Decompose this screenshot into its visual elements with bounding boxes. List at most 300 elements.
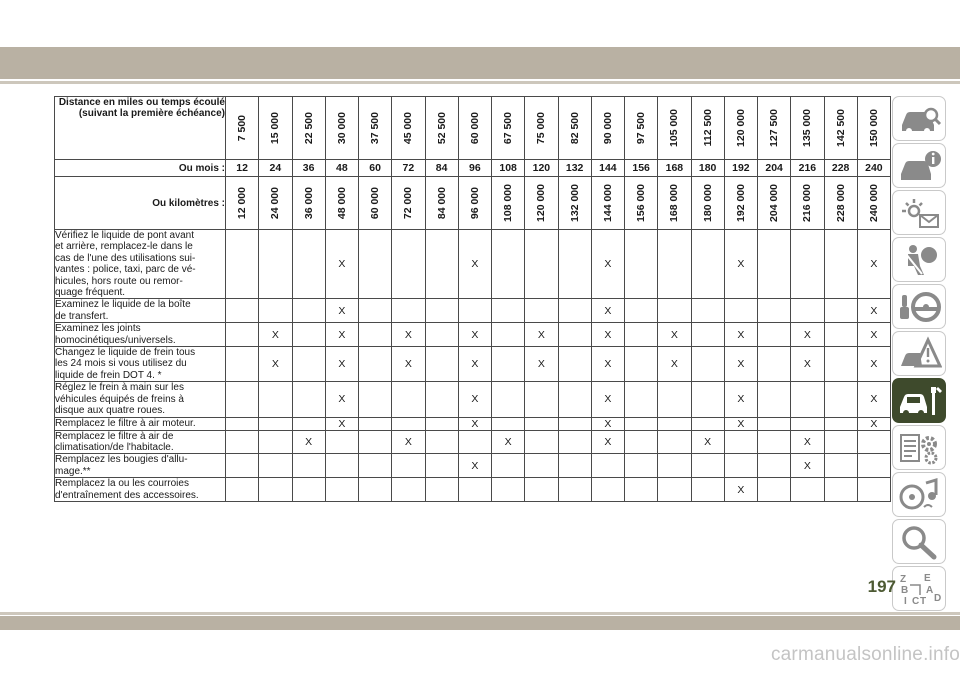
schedule-mark-cell: X: [724, 417, 757, 430]
schedule-mark-cell: [724, 454, 757, 478]
miles-value: 90 000: [601, 111, 614, 145]
schedule-mark-cell: [292, 382, 325, 417]
months-value: 192: [724, 160, 757, 177]
schedule-mark-cell: [359, 299, 392, 323]
schedule-mark-cell: [226, 299, 259, 323]
schedule-mark-cell: X: [791, 430, 824, 454]
schedule-mark-cell: [658, 454, 691, 478]
chapter-tab-4[interactable]: [892, 237, 946, 282]
schedule-mark-cell: [492, 230, 525, 299]
schedule-mark-cell: X: [724, 382, 757, 417]
schedule-mark-cell: [325, 430, 358, 454]
miles-column-header: [425, 97, 458, 160]
km-column-header: [658, 177, 691, 230]
schedule-mark-cell: [724, 430, 757, 454]
schedule-mark-cell: [857, 454, 890, 478]
schedule-mark-cell: [658, 478, 691, 502]
schedule-mark-cell: [492, 417, 525, 430]
maintenance-task-label: [55, 323, 226, 347]
schedule-mark-cell: [558, 230, 591, 299]
km-value: 120 000: [535, 184, 548, 222]
schedule-mark-cell: [758, 478, 791, 502]
schedule-mark-cell: [226, 430, 259, 454]
miles-value: 135 000: [801, 109, 814, 147]
km-value: 180 000: [701, 184, 714, 222]
schedule-mark-cell: [425, 347, 458, 382]
km-value: 144 000: [601, 184, 614, 222]
table-row: [55, 347, 891, 382]
months-value: 180: [691, 160, 724, 177]
task-text-line: Remplacez la ou les courroies: [55, 478, 189, 490]
schedule-mark-cell: [758, 430, 791, 454]
schedule-mark-cell: [458, 299, 491, 323]
km-value: 72 000: [402, 186, 415, 220]
schedule-mark-cell: [658, 230, 691, 299]
schedule-mark-cell: [558, 323, 591, 347]
top-decorative-band: [0, 47, 960, 79]
task-text-line: Réglez le frein à main sur les: [55, 382, 184, 394]
schedule-mark-cell: [691, 299, 724, 323]
schedule-mark-cell: X: [325, 323, 358, 347]
schedule-mark-cell: [625, 417, 658, 430]
maintenance-task-label: [55, 417, 226, 430]
maintenance-task-label: [55, 347, 226, 382]
months-value: 156: [625, 160, 658, 177]
schedule-mark-cell: [458, 430, 491, 454]
schedule-mark-cell: X: [724, 347, 757, 382]
schedule-mark-cell: X: [325, 347, 358, 382]
schedule-mark-cell: [226, 382, 259, 417]
miles-value: 7 500: [236, 114, 249, 142]
chapter-tab-1[interactable]: [892, 96, 946, 141]
table-row: [55, 230, 891, 299]
miles-column-header: [558, 97, 591, 160]
schedule-mark-cell: [425, 382, 458, 417]
schedule-mark-cell: [691, 417, 724, 430]
task-text-line: Remplacez les bougies d'allu-: [55, 454, 188, 466]
schedule-mark-cell: [824, 323, 857, 347]
schedule-mark-cell: [758, 382, 791, 417]
schedule-mark-cell: [226, 454, 259, 478]
months-value: 108: [492, 160, 525, 177]
miles-column-header: [259, 97, 292, 160]
schedule-mark-cell: X: [691, 430, 724, 454]
km-value: 192 000: [734, 184, 747, 222]
schedule-mark-cell: [392, 478, 425, 502]
schedule-mark-cell: [259, 430, 292, 454]
chapter-tab-7[interactable]: [892, 378, 946, 423]
schedule-mark-cell: [558, 430, 591, 454]
schedule-mark-cell: [591, 454, 624, 478]
schedule-mark-cell: [857, 430, 890, 454]
miles-column-header: [791, 97, 824, 160]
miles-column-header: [658, 97, 691, 160]
schedule-mark-cell: [625, 382, 658, 417]
schedule-mark-cell: [292, 454, 325, 478]
svg-text:Z: Z: [900, 574, 907, 585]
km-value: 48 000: [335, 186, 348, 220]
bottom-divider: [0, 612, 960, 615]
km-column-header: [758, 177, 791, 230]
task-text-line: véhicules équipés de freins à: [55, 393, 184, 405]
schedule-mark-cell: [425, 299, 458, 323]
km-column-header: [259, 177, 292, 230]
miles-column-header: [325, 97, 358, 160]
svg-text:I: I: [904, 596, 907, 607]
schedule-mark-cell: [525, 299, 558, 323]
schedule-mark-cell: [525, 417, 558, 430]
maintenance-schedule-table: [54, 96, 891, 502]
task-text-line: les 24 mois si vous utilisez du: [55, 358, 187, 370]
schedule-mark-cell: [658, 382, 691, 417]
km-value: 12 000: [236, 186, 249, 220]
schedule-mark-cell: [425, 478, 458, 502]
schedule-mark-cell: [824, 478, 857, 502]
schedule-mark-cell: X: [525, 347, 558, 382]
months-header-label: Ou mois :: [55, 160, 226, 177]
schedule-mark-cell: X: [791, 347, 824, 382]
schedule-mark-cell: [625, 230, 658, 299]
schedule-mark-cell: [691, 478, 724, 502]
months-value: 132: [558, 160, 591, 177]
km-column-header: [359, 177, 392, 230]
schedule-mark-cell: [226, 347, 259, 382]
km-column-header: [857, 177, 890, 230]
miles-column-header: [392, 97, 425, 160]
miles-value: 82 500: [568, 111, 581, 145]
schedule-mark-cell: X: [325, 382, 358, 417]
maintenance-task-label: [55, 230, 226, 299]
schedule-mark-cell: X: [259, 323, 292, 347]
schedule-mark-cell: [558, 454, 591, 478]
schedule-mark-cell: [392, 454, 425, 478]
schedule-mark-cell: [824, 417, 857, 430]
km-column-header: [492, 177, 525, 230]
schedule-mark-cell: [625, 478, 658, 502]
miles-value: 52 500: [435, 111, 448, 145]
schedule-mark-cell: [226, 323, 259, 347]
miles-column-header: [758, 97, 791, 160]
schedule-mark-cell: X: [392, 347, 425, 382]
miles-value: 150 000: [867, 109, 880, 147]
schedule-mark-cell: [558, 417, 591, 430]
schedule-mark-cell: X: [857, 299, 890, 323]
schedule-mark-cell: [292, 417, 325, 430]
km-value: 204 000: [768, 184, 781, 222]
schedule-mark-cell: [359, 454, 392, 478]
schedule-mark-cell: [292, 299, 325, 323]
schedule-mark-cell: [259, 454, 292, 478]
schedule-mark-cell: X: [857, 347, 890, 382]
schedule-mark-cell: [425, 323, 458, 347]
schedule-mark-cell: [824, 347, 857, 382]
chapter-tab-3[interactable]: [892, 190, 946, 235]
task-text-line: Examinez le liquide de la boîte: [55, 299, 191, 311]
schedule-mark-cell: [591, 478, 624, 502]
miles-value: 15 000: [269, 111, 282, 145]
svg-text:T: T: [920, 596, 927, 607]
task-text-line: et arrière, remplacez-le dans le: [55, 241, 193, 253]
schedule-mark-cell: [259, 417, 292, 430]
chapter-tab-11[interactable]: [892, 566, 946, 611]
table-row: [55, 299, 891, 323]
km-value: 96 000: [468, 186, 481, 220]
task-text-line: liquide de frein DOT 4. *: [55, 369, 162, 381]
schedule-mark-cell: [625, 430, 658, 454]
miles-column-header: [226, 97, 259, 160]
schedule-mark-cell: [359, 382, 392, 417]
schedule-mark-cell: [392, 382, 425, 417]
miles-column-header: [724, 97, 757, 160]
schedule-mark-cell: [558, 347, 591, 382]
schedule-mark-cell: X: [658, 347, 691, 382]
months-header-row: [55, 160, 891, 177]
schedule-mark-cell: [625, 299, 658, 323]
schedule-mark-cell: X: [857, 417, 890, 430]
km-value: 60 000: [369, 186, 382, 220]
km-column-header: [791, 177, 824, 230]
months-value: 48: [325, 160, 358, 177]
schedule-mark-cell: [824, 299, 857, 323]
schedule-mark-cell: [824, 430, 857, 454]
months-value: 228: [824, 160, 857, 177]
schedule-mark-cell: [458, 478, 491, 502]
schedule-mark-cell: [359, 323, 392, 347]
schedule-mark-cell: [259, 382, 292, 417]
table-row: [55, 478, 891, 502]
task-text-line: Changez le liquide de frein tous: [55, 347, 196, 359]
schedule-mark-cell: [625, 347, 658, 382]
schedule-mark-cell: [691, 454, 724, 478]
schedule-mark-cell: X: [392, 323, 425, 347]
schedule-mark-cell: X: [458, 230, 491, 299]
schedule-mark-cell: [758, 299, 791, 323]
months-value: 24: [259, 160, 292, 177]
schedule-mark-cell: [259, 299, 292, 323]
schedule-mark-cell: [691, 382, 724, 417]
schedule-mark-cell: [425, 230, 458, 299]
km-value: 240 000: [867, 184, 880, 222]
schedule-mark-cell: [492, 478, 525, 502]
schedule-mark-cell: [226, 478, 259, 502]
months-value: 72: [392, 160, 425, 177]
km-column-header: [392, 177, 425, 230]
schedule-mark-cell: [359, 230, 392, 299]
km-column-header: [625, 177, 658, 230]
km-column-header: [691, 177, 724, 230]
schedule-mark-cell: [791, 230, 824, 299]
schedule-mark-cell: [359, 347, 392, 382]
km-column-header: [325, 177, 358, 230]
schedule-mark-cell: X: [325, 230, 358, 299]
schedule-mark-cell: [658, 417, 691, 430]
schedule-mark-cell: X: [325, 417, 358, 430]
schedule-mark-cell: [791, 382, 824, 417]
km-column-header: [292, 177, 325, 230]
top-divider: [0, 81, 960, 84]
schedule-mark-cell: [525, 430, 558, 454]
schedule-mark-cell: [492, 323, 525, 347]
miles-value: 37 500: [369, 111, 382, 145]
schedule-mark-cell: [359, 430, 392, 454]
months-value: 240: [857, 160, 890, 177]
schedule-mark-cell: X: [857, 323, 890, 347]
schedule-mark-cell: X: [591, 299, 624, 323]
km-column-header: [525, 177, 558, 230]
maintenance-task-label: [55, 299, 226, 323]
chapter-tab-2[interactable]: [892, 143, 946, 188]
schedule-mark-cell: X: [857, 230, 890, 299]
km-value: 108 000: [502, 184, 515, 222]
schedule-mark-cell: [758, 347, 791, 382]
schedule-mark-cell: X: [857, 382, 890, 417]
miles-value: 67 500: [502, 111, 515, 145]
task-text-line: Remplacez le filtre à air de: [55, 430, 174, 442]
schedule-mark-cell: [325, 454, 358, 478]
task-text-line: climatisation/de l'habitacle.: [55, 441, 174, 453]
chapter-tab-8[interactable]: [892, 425, 946, 470]
chapter-tab-5[interactable]: [892, 284, 946, 329]
schedule-mark-cell: [791, 417, 824, 430]
schedule-mark-cell: [558, 382, 591, 417]
bottom-decorative-band: [0, 616, 960, 630]
svg-text:C: C: [912, 596, 920, 607]
months-value: 60: [359, 160, 392, 177]
km-column-header: [558, 177, 591, 230]
schedule-mark-cell: X: [658, 323, 691, 347]
task-text-line: de transfert.: [55, 310, 109, 322]
schedule-mark-cell: X: [591, 347, 624, 382]
km-column-header: [425, 177, 458, 230]
schedule-mark-cell: X: [458, 454, 491, 478]
km-column-header: [824, 177, 857, 230]
miles-value: 97 500: [635, 111, 648, 145]
miles-value: 112 500: [701, 109, 714, 147]
chapter-tab-10[interactable]: [892, 519, 946, 564]
km-column-header: [458, 177, 491, 230]
km-column-header: [724, 177, 757, 230]
task-text-line: Vérifiez le liquide de pont avant: [55, 230, 194, 241]
schedule-mark-cell: [758, 417, 791, 430]
schedule-mark-cell: [525, 454, 558, 478]
schedule-mark-cell: [259, 230, 292, 299]
chapter-tab-9[interactable]: [892, 472, 946, 517]
months-value: 36: [292, 160, 325, 177]
schedule-mark-cell: [625, 323, 658, 347]
schedule-mark-cell: X: [525, 323, 558, 347]
schedule-mark-cell: [691, 323, 724, 347]
months-value: 120: [525, 160, 558, 177]
months-value: 168: [658, 160, 691, 177]
km-value: 168 000: [668, 184, 681, 222]
schedule-mark-cell: X: [458, 417, 491, 430]
km-header-label: Ou kilomètres :: [55, 177, 226, 230]
miles-column-header: [458, 97, 491, 160]
miles-value: 105 000: [668, 109, 681, 147]
schedule-mark-cell: [558, 299, 591, 323]
schedule-mark-cell: X: [325, 299, 358, 323]
schedule-mark-cell: [226, 417, 259, 430]
schedule-mark-cell: [292, 347, 325, 382]
schedule-mark-cell: [492, 454, 525, 478]
schedule-mark-cell: [425, 417, 458, 430]
km-value: 228 000: [834, 184, 847, 222]
schedule-mark-cell: X: [492, 430, 525, 454]
schedule-mark-cell: [392, 299, 425, 323]
miles-value: 75 000: [535, 111, 548, 145]
schedule-mark-cell: [525, 478, 558, 502]
months-value: 84: [425, 160, 458, 177]
km-column-header: [591, 177, 624, 230]
task-text-line: Examinez les joints: [55, 323, 141, 335]
svg-text:E: E: [924, 573, 931, 584]
table-row: [55, 430, 891, 454]
miles-column-header: [824, 97, 857, 160]
schedule-mark-cell: X: [724, 230, 757, 299]
distance-label-line2: (suivant la première échéance): [78, 108, 225, 119]
schedule-mark-cell: [525, 382, 558, 417]
schedule-mark-cell: X: [392, 430, 425, 454]
schedule-mark-cell: [758, 323, 791, 347]
schedule-mark-cell: [824, 454, 857, 478]
schedule-mark-cell: [392, 417, 425, 430]
schedule-mark-cell: X: [591, 430, 624, 454]
svg-text:D: D: [934, 593, 942, 604]
schedule-mark-cell: [259, 478, 292, 502]
schedule-mark-cell: [824, 382, 857, 417]
chapter-tab-6[interactable]: [892, 331, 946, 376]
km-value: 36 000: [302, 186, 315, 220]
schedule-mark-cell: [226, 230, 259, 299]
table-row: [55, 323, 891, 347]
miles-column-header: [857, 97, 890, 160]
schedule-mark-cell: [824, 230, 857, 299]
task-text-line: mage.**: [55, 465, 91, 477]
schedule-mark-cell: [857, 478, 890, 502]
schedule-mark-cell: [425, 430, 458, 454]
miles-column-header: [492, 97, 525, 160]
schedule-mark-cell: [791, 478, 824, 502]
miles-column-header: [625, 97, 658, 160]
svg-text:B: B: [901, 585, 909, 596]
km-value: 156 000: [635, 184, 648, 222]
maintenance-task-label: [55, 382, 226, 417]
miles-value: 120 000: [734, 109, 747, 147]
schedule-mark-cell: X: [591, 230, 624, 299]
task-text-line: d'entraînement des accessoires.: [55, 489, 199, 501]
schedule-mark-cell: X: [458, 347, 491, 382]
schedule-mark-cell: [492, 382, 525, 417]
km-value: 24 000: [269, 186, 282, 220]
watermark-text: carmanualsonline.info: [770, 644, 960, 665]
schedule-mark-cell: X: [791, 323, 824, 347]
miles-value: 45 000: [402, 111, 415, 145]
schedule-mark-cell: [359, 417, 392, 430]
miles-value: 127 500: [768, 109, 781, 147]
distance-label-line1: Distance en miles ou temps écoulé: [58, 97, 225, 108]
task-text-line: cas de l'une des utilisations sui-: [55, 252, 196, 264]
months-value: 96: [458, 160, 491, 177]
schedule-mark-cell: X: [724, 323, 757, 347]
schedule-mark-cell: [791, 299, 824, 323]
schedule-mark-cell: X: [591, 382, 624, 417]
schedule-mark-cell: X: [259, 347, 292, 382]
schedule-mark-cell: [492, 347, 525, 382]
task-text-line: vantes : police, taxi, parc de vé-: [55, 264, 196, 276]
svg-text:A: A: [926, 585, 934, 596]
km-header-row: [55, 177, 891, 230]
schedule-mark-cell: [724, 299, 757, 323]
